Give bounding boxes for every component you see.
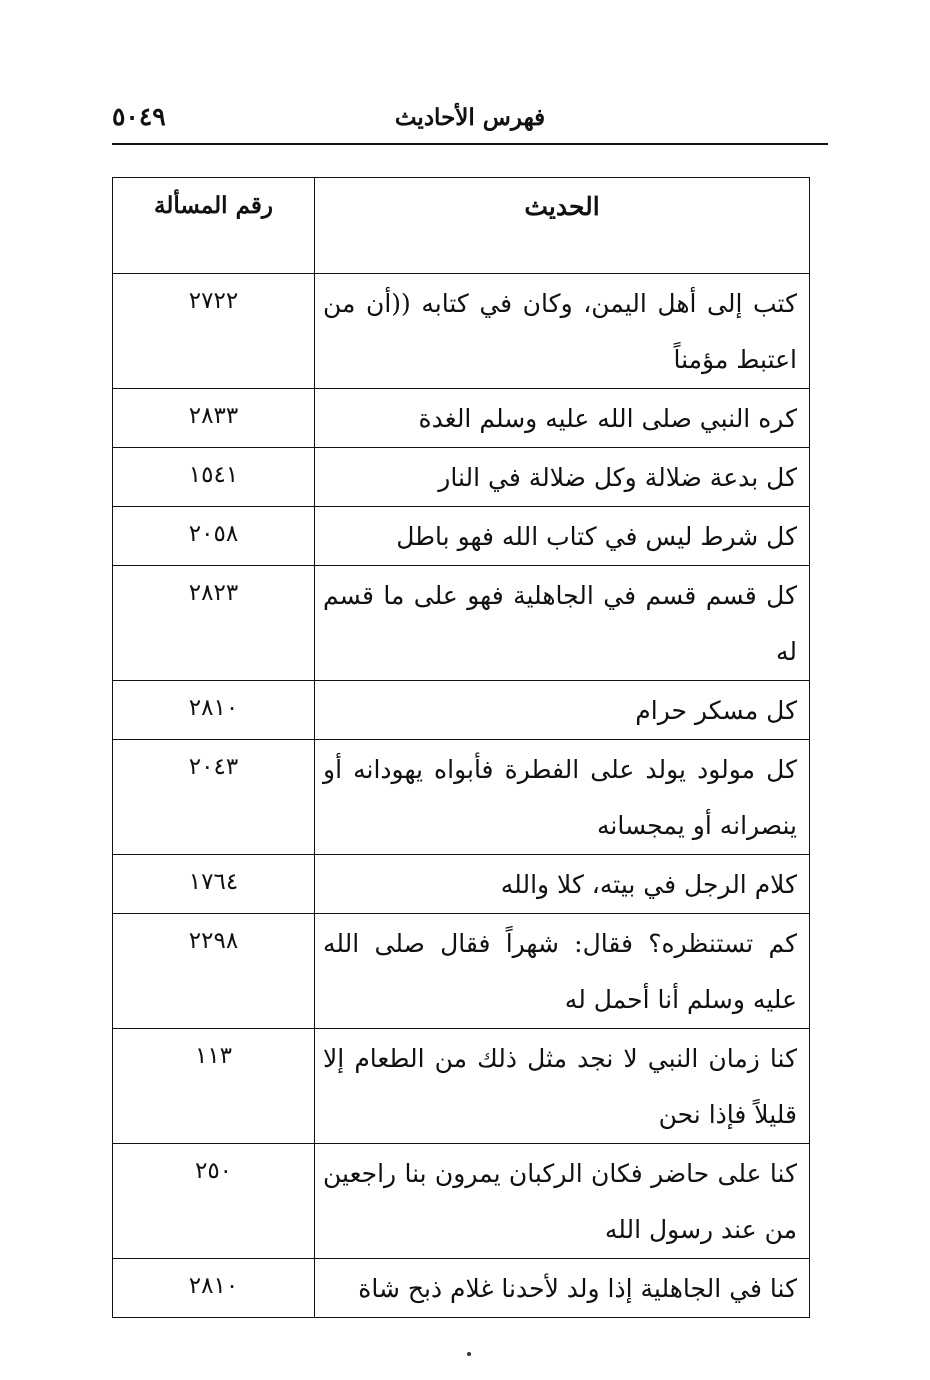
table-row: [113, 507, 810, 566]
page-title: فهرس الأحاديث: [394, 104, 546, 131]
issue-number: ٢٥٠: [113, 1144, 315, 1259]
table-row: [113, 274, 810, 389]
table-row: [113, 566, 810, 681]
issue-number: ٢٨١٠: [113, 1259, 315, 1318]
hadith-text: كم تستنظره؟ فقال: شهراً فقال صلى الله عليه وسلم أنا أحمل له: [315, 914, 810, 1029]
column-header-hadith: الحديث: [315, 178, 810, 274]
issue-number: ٢٧٢٢: [113, 274, 315, 389]
hadith-text: كلام الرجل في بيته، كلا والله: [315, 855, 810, 914]
table-row: [113, 1259, 810, 1318]
table-row: [113, 740, 810, 855]
header-divider: [112, 143, 828, 145]
hadith-text: كل مسكر حرام: [315, 681, 810, 740]
hadith-text: كتب إلى أهل اليمن، وكان في كتابه ((أن من اعتبط مؤمناً: [315, 274, 810, 389]
page-number: ٥٠٤٩: [112, 102, 166, 131]
table-row: [113, 448, 810, 507]
issue-number: ٢٠٤٣: [113, 740, 315, 855]
table-row: [113, 855, 810, 914]
page-mark: [467, 1352, 471, 1356]
issue-number: ١١٣: [113, 1029, 315, 1144]
issue-number: ٢٨٣٣: [113, 389, 315, 448]
table-row: [113, 1029, 810, 1144]
table-header-row: [113, 178, 810, 274]
hadith-text: كنا في الجاهلية إذا ولد لأحدنا غلام ذبح شاة: [315, 1259, 810, 1318]
issue-number: ١٥٤١: [113, 448, 315, 507]
table-row: [113, 1144, 810, 1259]
issue-number: ٢٢٩٨: [113, 914, 315, 1029]
table-row: [113, 914, 810, 1029]
hadith-text: كل قسم قسم في الجاهلية فهو على ما قسم له: [315, 566, 810, 681]
table-row: [113, 681, 810, 740]
table-row: [113, 389, 810, 448]
issue-number: ١٧٦٤: [113, 855, 315, 914]
hadith-text: كنا على حاضر فكان الركبان يمرون بنا راجعين من عند رسول الله: [315, 1144, 810, 1259]
issue-number: ٢٨٢٣: [113, 566, 315, 681]
hadith-text: كره النبي صلى الله عليه وسلم الغدة: [315, 389, 810, 448]
issue-number: ٢٨١٠: [113, 681, 315, 740]
hadith-text: كل شرط ليس في كتاب الله فهو باطل: [315, 507, 810, 566]
hadith-text: كنا زمان النبي لا نجد مثل ذلك من الطعام إلا قليلاً فإذا نحن: [315, 1029, 810, 1144]
hadith-text: كل بدعة ضلالة وكل ضلالة في النار: [315, 448, 810, 507]
hadith-text: كل مولود يولد على الفطرة فأبواه يهودانه أو ينصرانه أو يمجسانه: [315, 740, 810, 855]
column-header-issue-number: رقم المسألة: [113, 178, 315, 274]
issue-number: ٢٠٥٨: [113, 507, 315, 566]
hadith-index-table: [112, 177, 810, 1318]
